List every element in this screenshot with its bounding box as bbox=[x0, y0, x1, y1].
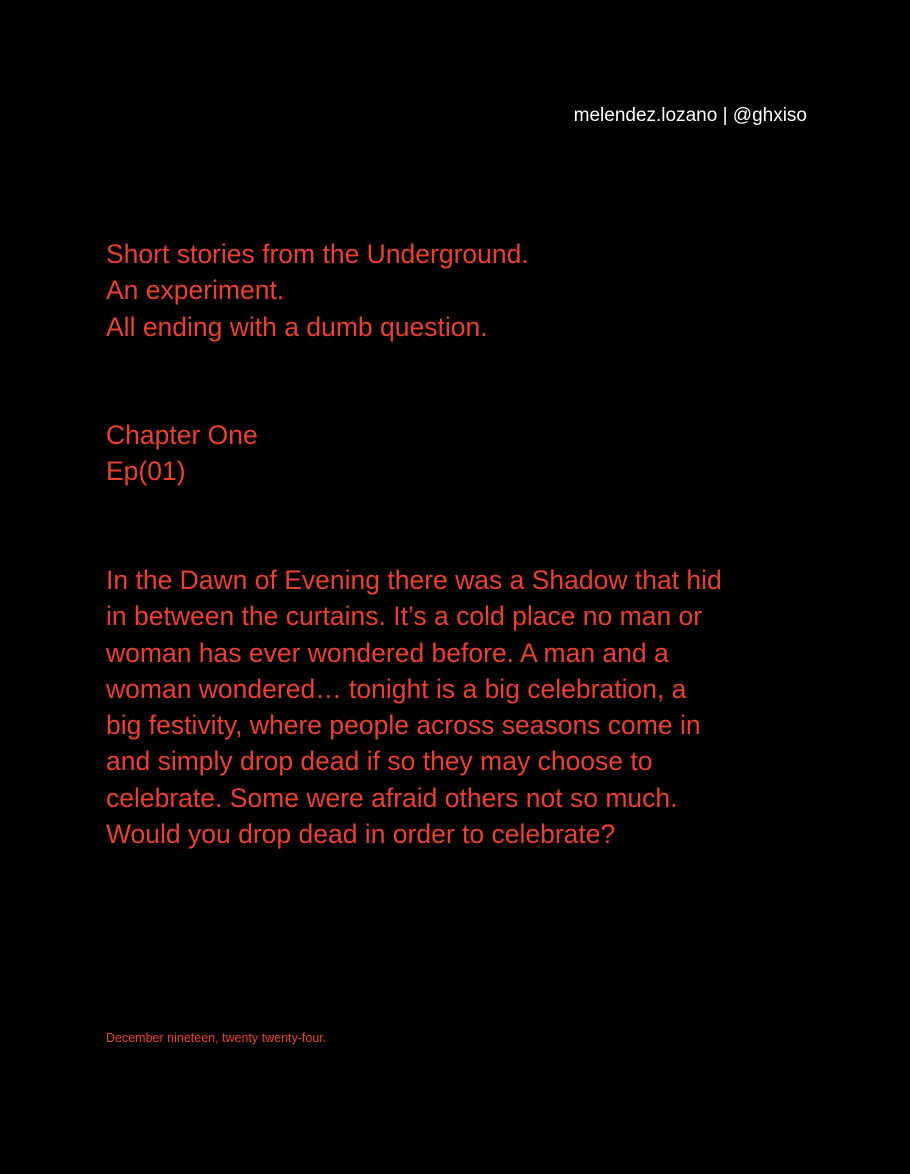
intro-line: An experiment. bbox=[106, 275, 285, 306]
story-line: In the Dawn of Evening there was a Shadow that hid bbox=[106, 565, 722, 595]
story-line: Would you drop dead in order to celebrate? bbox=[106, 819, 616, 850]
author-byline: melendez.lozano | @ghxiso bbox=[573, 105, 807, 126]
story-line: in between the curtains. It’s a cold place no man or bbox=[106, 601, 703, 632]
story-line: big festivity, where people across seasons come in bbox=[106, 710, 701, 741]
intro-text bbox=[106, 236, 529, 345]
episode-label: Ep(01) bbox=[106, 456, 186, 487]
story-line: woman has ever wondered before. A man and a bbox=[106, 637, 669, 668]
story-body bbox=[106, 562, 722, 852]
date-footer: December nineteen, twenty twenty-four. bbox=[106, 1031, 327, 1045]
chapter-title: Chapter One bbox=[106, 420, 258, 450]
story-line: celebrate. Some were afraid others not so much. bbox=[106, 782, 678, 813]
intro-line: All ending with a dumb question. bbox=[106, 311, 488, 342]
intro-line: Short stories from the Underground. bbox=[106, 239, 529, 269]
chapter-heading bbox=[106, 417, 258, 490]
story-line: and simply drop dead if so they may choose to bbox=[106, 746, 653, 777]
story-line: woman wondered… tonight is a big celebration, a bbox=[106, 673, 687, 704]
